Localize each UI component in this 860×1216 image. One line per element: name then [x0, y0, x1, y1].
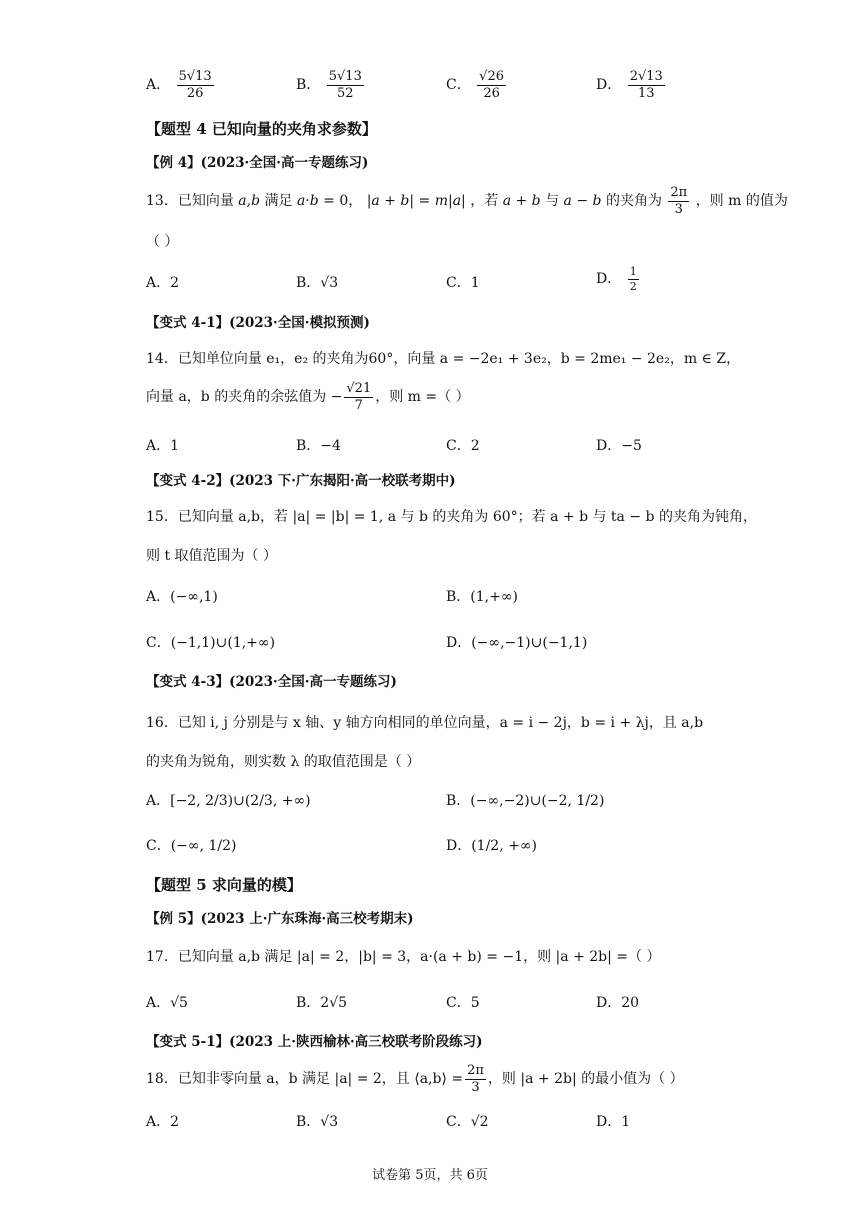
frac-den: 13: [637, 85, 655, 101]
option-fraction: [327, 70, 364, 100]
variant-tag: 【变式 4-2】(2023 下·广东揭阳·高一校联考期中): [146, 473, 456, 489]
answer-paren: （ ）: [146, 234, 179, 250]
option-c: C．(−1,1)∪(1,+∞): [146, 635, 276, 651]
frac-num: √26: [479, 69, 504, 84]
question-text: ，若: [470, 193, 499, 210]
frac-num: 5√13: [328, 69, 362, 84]
question-text: 满足: [264, 193, 293, 210]
question-16-line2: 的夹角为锐角，则实数 λ 的取值范围是（ ）: [146, 754, 421, 770]
option-c: C．1: [446, 275, 480, 291]
option-c: C．2: [446, 438, 480, 454]
question-text: 13．已知向量: [146, 193, 234, 210]
frac-den: 26: [186, 85, 204, 101]
frac-num: 2π: [467, 1063, 484, 1078]
option-d: D．20: [596, 995, 640, 1011]
question-text: 与: [545, 193, 560, 210]
option-label: D．: [596, 77, 622, 94]
question-14-line1: 14．已知单位向量 e₁，e₂ 的夹角为60°，向量 a = −2e₁ + 3e₂，b = 2me₁ − 2e₂，m ∈ Z，: [146, 351, 741, 367]
cos-fraction: [344, 382, 373, 412]
frac-den: 3: [674, 201, 683, 217]
option-d: [596, 70, 667, 100]
question-text: ，则 |a + 2b| 的最小值为（ ）: [487, 1071, 684, 1088]
option-c: C．(−∞, 1/2): [146, 838, 237, 854]
question-text: 向量 a，b 的夹角的余弦值为 −: [146, 389, 343, 406]
option-fraction: [628, 70, 665, 100]
frac-den: 7: [354, 397, 363, 413]
option-label: A．: [146, 77, 171, 94]
option-label: D．: [596, 271, 622, 288]
frac-den: 52: [337, 85, 354, 101]
option-a: A．1: [146, 438, 180, 454]
frac-num: 2√13: [629, 69, 663, 84]
option-a: A．√5: [146, 995, 188, 1011]
option-b: B．(−∞,−2)∪(−2, 1/2): [446, 793, 605, 809]
question-18: [146, 1064, 684, 1094]
option-a: A．(−∞,1): [146, 589, 218, 605]
question-17: 17．已知向量 a,b 满足 |a| = 2，|b| = 3，a·(a + b) = −1，则 |a + 2b| =（ ）: [146, 949, 661, 965]
example-tag: 【例 5】(2023 上·广东珠海·高三校考期末): [146, 911, 414, 927]
frac-den: 3: [471, 1079, 480, 1095]
vector-ab: a,b: [238, 193, 261, 210]
frac-num: 1: [629, 265, 637, 278]
question-14-line2: [146, 382, 470, 412]
option-a: A．2: [146, 1114, 180, 1130]
option-label: C．: [446, 77, 471, 94]
expr-sum: a + b: [502, 193, 541, 210]
option-d: D．(−∞,−1)∪(−1,1): [446, 635, 588, 651]
angle-fraction: [668, 186, 689, 216]
dot-product: a·b: [296, 193, 319, 210]
question-text: 18．已知非零向量 a，b 满足 |a| = 2，且 ⟨a,b⟩ =: [146, 1071, 464, 1088]
option-d: [596, 266, 641, 292]
option-fraction: [628, 266, 639, 292]
example-tag: 【例 4】(2023·全国·高一专题练习): [146, 155, 369, 171]
option-b: B．√3: [296, 275, 339, 291]
option-a: A．[−2, 2/3)∪(2/3, +∞): [146, 793, 311, 809]
variant-tag: 【变式 4-1】(2023·全国·模拟预测): [146, 315, 370, 331]
option-c: C．5: [446, 995, 480, 1011]
variant-tag: 【变式 4-3】(2023·全国·高一专题练习): [146, 674, 397, 690]
norm-equation: |a + b| = m|a|: [366, 193, 466, 210]
frac-num: √21: [346, 381, 372, 396]
expr-diff: a − b: [563, 193, 602, 210]
question-16-line1: 16．已知 i, j 分别是与 x 轴、y 轴方向相同的单位向量，a = i − 2j，b = i + λj，且 a,b: [146, 715, 704, 731]
option-label: B．: [296, 77, 321, 94]
frac-num: 2π: [670, 185, 688, 200]
question-text: = 0，: [323, 193, 363, 210]
variant-tag: 【变式 5-1】(2023 上·陕西榆林·高三校联考阶段练习): [146, 1034, 483, 1050]
option-a: A．2: [146, 275, 180, 291]
question-13: [146, 186, 788, 216]
option-d: D．−5: [596, 438, 642, 454]
angle-fraction: [465, 1064, 486, 1094]
section-heading-type4: 【题型 4 已知向量的夹角求参数】: [146, 120, 377, 138]
option-b: B．(1,+∞): [446, 589, 518, 605]
question-text: ，则 m =（ ）: [375, 389, 470, 406]
question-text: ，则 m 的值为: [695, 193, 788, 210]
option-c: [446, 70, 508, 100]
option-d: D．(1/2, +∞): [446, 838, 537, 854]
page-footer: 试卷第 5页，共 6页: [372, 1168, 488, 1183]
frac-den: 26: [483, 85, 500, 101]
option-b: B．2√5: [296, 995, 348, 1011]
option-c: C．√2: [446, 1114, 489, 1130]
question-text: 的夹角为: [605, 193, 662, 210]
option-d: D．1: [596, 1114, 631, 1130]
frac-num: 5√13: [178, 69, 212, 84]
frac-den: 2: [629, 279, 637, 293]
question-15-line2: 则 t 取值范围为（ ）: [146, 548, 277, 564]
option-b: [296, 70, 366, 100]
option-fraction: [477, 70, 506, 100]
question-15-line1: 15．已知向量 a,b，若 |a| = |b| = 1, a 与 b 的夹角为 60°；若 a + b 与 ta − b 的夹角为钝角，: [146, 509, 757, 525]
section-heading-type5: 【题型 5 求向量的模】: [146, 876, 302, 894]
option-a: [146, 70, 216, 100]
option-fraction: [177, 70, 214, 100]
option-b: B．√3: [296, 1114, 339, 1130]
option-b: B．−4: [296, 438, 341, 454]
